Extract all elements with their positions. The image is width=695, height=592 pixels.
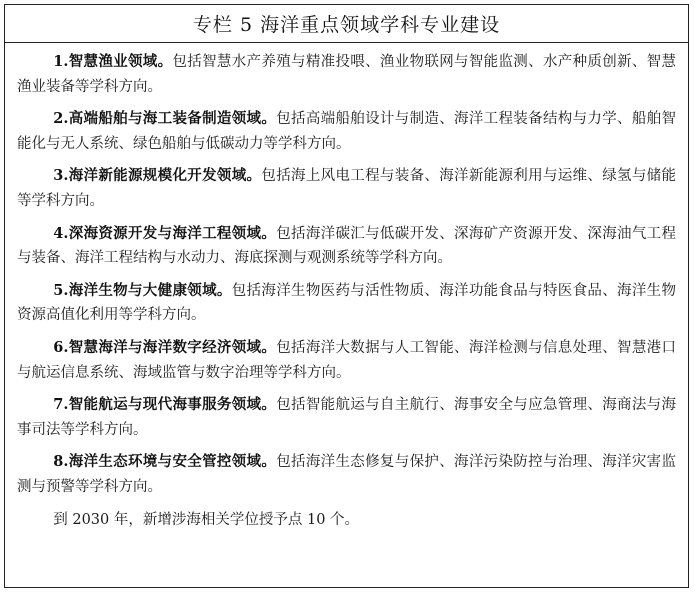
item-text: 包括智能航运与自主航行、海事安全与应急管理、海商法与海事司法等学科方向。 [17, 397, 676, 438]
item-heading: 2.高端船舶与海工装备制造领域。 [53, 110, 277, 128]
item-text: 包括海上风电工程与装备、海洋新能源利用与运维、绿氢与储能等学科方向。 [17, 168, 677, 209]
item-text: 包括海洋碳汇与低碳开发、深海矿产资源开发、深海油气工程与装备、海洋工程结构与水动力、海底探测与观测系统等学科方向。 [17, 225, 676, 267]
list-item [17, 450, 676, 499]
item-text: 包括智慧水产养殖与精准投喂、渔业物联网与智能监测、水产种质创新、智慧渔业装备等学科方向。 [17, 54, 677, 95]
list-item [17, 50, 676, 99]
item-text: 包括高端船舶设计与制造、海洋工程装备结构与力学、船舶智能化与无人系统、绿色船舶与低碳动力等学科方向。 [17, 111, 676, 152]
item-heading: 8.海洋生态环境与安全管控领域。 [53, 453, 277, 471]
list-item [17, 164, 676, 213]
list-item [17, 279, 676, 328]
item-heading: 6.智慧海洋与海洋数字经济领域。 [53, 338, 277, 356]
summary-text: 到 2030 年，新增涉海相关学位授予点 10 个。 [53, 511, 360, 528]
column-content [5, 43, 688, 532]
list-item [17, 107, 676, 156]
list-item [17, 222, 676, 271]
column-title: 专栏 5 海洋重点领域学科专业建设 [5, 5, 688, 43]
item-heading: 5.海洋生物与大健康领域。 [53, 281, 232, 299]
item-heading: 1.智慧渔业领域。 [53, 53, 173, 70]
item-heading: 3.海洋新能源规模化开发领域。 [53, 167, 262, 185]
item-heading: 7.智能航运与现代海事服务领域。 [53, 396, 277, 414]
item-text: 包括海洋大数据与人工智能、海洋检测与信息处理、智慧港口与航运信息系统、海域监管与数字治理等学科方向。 [17, 339, 676, 381]
list-item [17, 393, 676, 442]
item-text: 包括海洋生态修复与保护、海洋污染防控与治理、海洋灾害监测与预警等学科方向。 [17, 454, 676, 495]
item-heading: 4.深海资源开发与海洋工程领域。 [53, 224, 277, 242]
item-text: 包括海洋生物医药与活性物质、海洋功能食品与特医食品、海洋生物资源高值化利用等学科方向。 [17, 282, 677, 324]
column-box [4, 4, 689, 588]
list-item [17, 336, 676, 385]
